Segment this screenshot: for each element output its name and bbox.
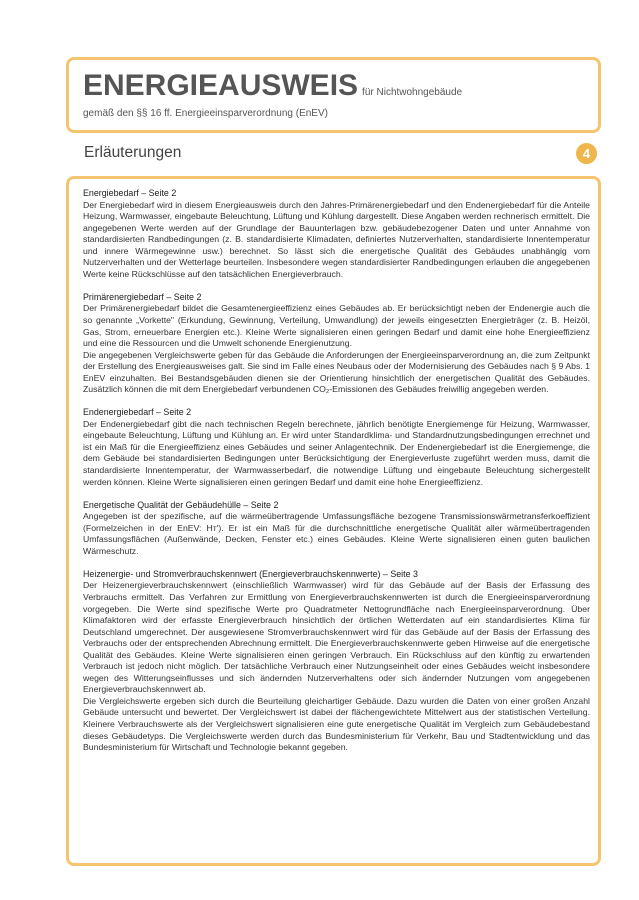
section-title: Erläuterungen (84, 144, 182, 161)
page-number-badge: 4 (576, 143, 597, 164)
section-paragraph: Der Heizenergieverbrauchskennwert (einschließlich Warmwasser) wird für das Gebäude auf der Basis der Erfassung des Verbrauchs ermittelt. Das Verfahren zur Ermittlung von Energieverbrauchskennwerten ist durch die Energieeinsparverordnung vorgegeben. Die Werte sind spezifische Werte pro Quadratmeter Nettogrundfläche nach Energieeinsparverordnung. Über Klimafaktoren wird der erfasste Energieverbrauch hinsichtlich der örtlichen Wetterdaten auf ein standardisiertes Klima für Deutschland umgerechnet. Der ausgewiesene Stromverbrauchskennwert wird für das Gebäude auf der Basis der Erfassung des Verbrauchs oder der entsprechenden Abrechnung ermittelt. Die Energieverbrauchskennwerte geben Hinweise auf die energetische Qualität des Gebäudes. Kleine Werte signalisieren einen geringen Verbrauch. Ein Rückschluss auf den künftig zu erwartenden Verbrauch ist jedoch nicht möglich. Der tatsächliche Verbrauch einer Nutzungseinheit oder eines Gebäudes weicht insbesondere wegen des Witterungseinflusses und sich ändernden Nutzerverhaltens oder sich ändernder Nutzungen vom angegebenen Energieverbrauchskennwert ab. (83, 580, 590, 695)
section-paragraph: Angegeben ist der spezifische, auf die wärmeübertragende Umfassungsfläche bezogene Transmissionswärmetransferkoeffizient (Formelzeichen in der EnEV: Hᴛ'). Er ist ein Maß für die durchschnittliche energetische Qualität aller wärmeübertragenden Umfassungsflächen (Außenwände, Decken, Fenster etc.) eines Gebäudes. Kleine Werte signalisieren einen guten baulichen Wärmeschutz. (83, 511, 590, 556)
explanations-box (66, 176, 601, 866)
section-heading: Heizenergie- und Stromverbrauchskennwert (Energieverbrauchskennwerte) – Seite 3 (83, 568, 418, 579)
section-heading: Energiebedarf – Seite 2 (83, 188, 177, 198)
section-heading: Energetische Qualität der Gebäudehülle – Seite 2 (83, 499, 279, 510)
document-title: ENERGIEAUSWEIS (83, 69, 359, 102)
document-subtitle: gemäß den §§ 16 ff. Energieeinsparverordnung (EnEV) (83, 108, 328, 119)
section-paragraph: Der Endenergiebedarf gibt die nach technischen Regeln berechnete, jährlich benötigte Energiemenge für Heizung, Warmwasser, eingebaute Beleuchtung, Lüftung und Kühlung an. Er wird unter Standardklima- und Standardnutzungsbedingungen errechnet und ist ein Maß für die Energieeffizienz eines Gebäudes und seiner Anlagentechnik. Der Endenergiebedarf ist die Energiemenge, die dem Gebäude bei standardisierten Bedingungen unter Berücksichtigung der Energieverluste zugeführt werden muss, damit die standardisierte Innentemperatur, der Warmwasserbedarf, die notwendige Lüftung und eingebaute Beleuchtung sichergestellt werden können. Kleine Werte signalisieren einen geringen Bedarf und damit eine hohe Energieeffizienz. (83, 418, 590, 487)
section-paragraph: Der Energiebedarf wird in diesem Energieausweis durch den Jahres-Primärenergiebedarf und den Endenergiebedarf für die Anteile Heizung, Warmwasser, eingebaute Beleuchtung, Lüftung und Kühlung dargestellt. Diese Angaben werden rechnerisch ermittelt. Die angegebenen Werte werden auf der Grundlage der Bauunterlagen bzw. gebäudebezogener Daten und unter Annahme von standardisierten Randbedingungen (z. B. standardisierte Klimadaten, definiertes Nutzerverhalten, standardisierte Innentemperatur und innere Wärmegewinne usw.) berechnet. So lässt sich die energetische Qualität des Gebäudes unabhängig vom Nutzerverhalten und der Wetterlage beurteilen. Insbesondere wegen standardisierter Randbedingungen erlauben die angegebenen Werte keine Rückschlüsse auf den tatsächlichen Energieverbrauch. (83, 199, 590, 279)
section-endenergiebedarf (83, 407, 590, 488)
title-suffix: für Nichtwohngebäude (362, 87, 463, 98)
section-paragraph: Die angegebenen Vergleichswerte geben für das Gebäude die Anforderungen der Energieeinsparverordnung an, die zum Zeitpunkt der Erstellung des Energieausweises galt. Sie sind im Falle eines Neubaus oder der Modernisierung des Gebäudes nach § 9 Abs. 1 EnEV einzuhalten. Bei Bestandsgebäuden dienen sie der Orientierung hinsichtlich der energetischen Qualität des Gebäudes. Zusätzlich können die mit dem Energiebedarf verbundenen CO₂-Emissionen des Gebäudes freiwillig angegeben werden. (83, 349, 590, 395)
title-row (83, 68, 584, 104)
section-paragraph: Die Vergleichswerte ergeben sich durch die Beurteilung gleichartiger Gebäude. Dazu wurden die Daten von einer großen Anzahl Gebäude untersucht und bewertet. Der Vergleichswert ist dabei der flächengewichtete Mittelwert aus der statistischen Verteilung. Kleinere Verbrauchswerte als der Vergleichswert signalisieren eine gute energetische Qualität im Vergleich zum Gebäudebestand dieses Gebäudetyps. Die Vergleichswerte werden durch das Bundesministerium für Verkehr, Bau und Stadtentwicklung und das Bundesministerium für Wirtschaft und Technologie bekannt gegeben. (83, 695, 590, 753)
section-primaerenergiebedarf (83, 292, 590, 396)
header-box (66, 57, 601, 133)
section-heading: Endenergiebedarf – Seite 2 (83, 407, 192, 418)
section-paragraph: Der Primärenergiebedarf bildet die Gesamtenergieeffizienz eines Gebäudes ab. Er berücksichtigt neben der Endenergie auch die so genannte „Vorkette" (Erkundung, Gewinnung, Verteilung, Umwandlung) der jeweils eingesetzten Energieträger (z. B. Heizöl, Gas, Strom, erneuerbare Energien etc.). Kleine Werte signalisieren einen geringen Bedarf und damit eine hohe Energieeffizienz und eine die Ressourcen und die Umwelt schonende Energienutzung. (83, 303, 590, 349)
section-energiebedarf (83, 188, 590, 280)
section-gebaeudehuelle (83, 500, 590, 558)
section-heading: Primärenergiebedarf – Seite 2 (83, 291, 202, 302)
section-verbrauchskennwerte (83, 569, 590, 754)
